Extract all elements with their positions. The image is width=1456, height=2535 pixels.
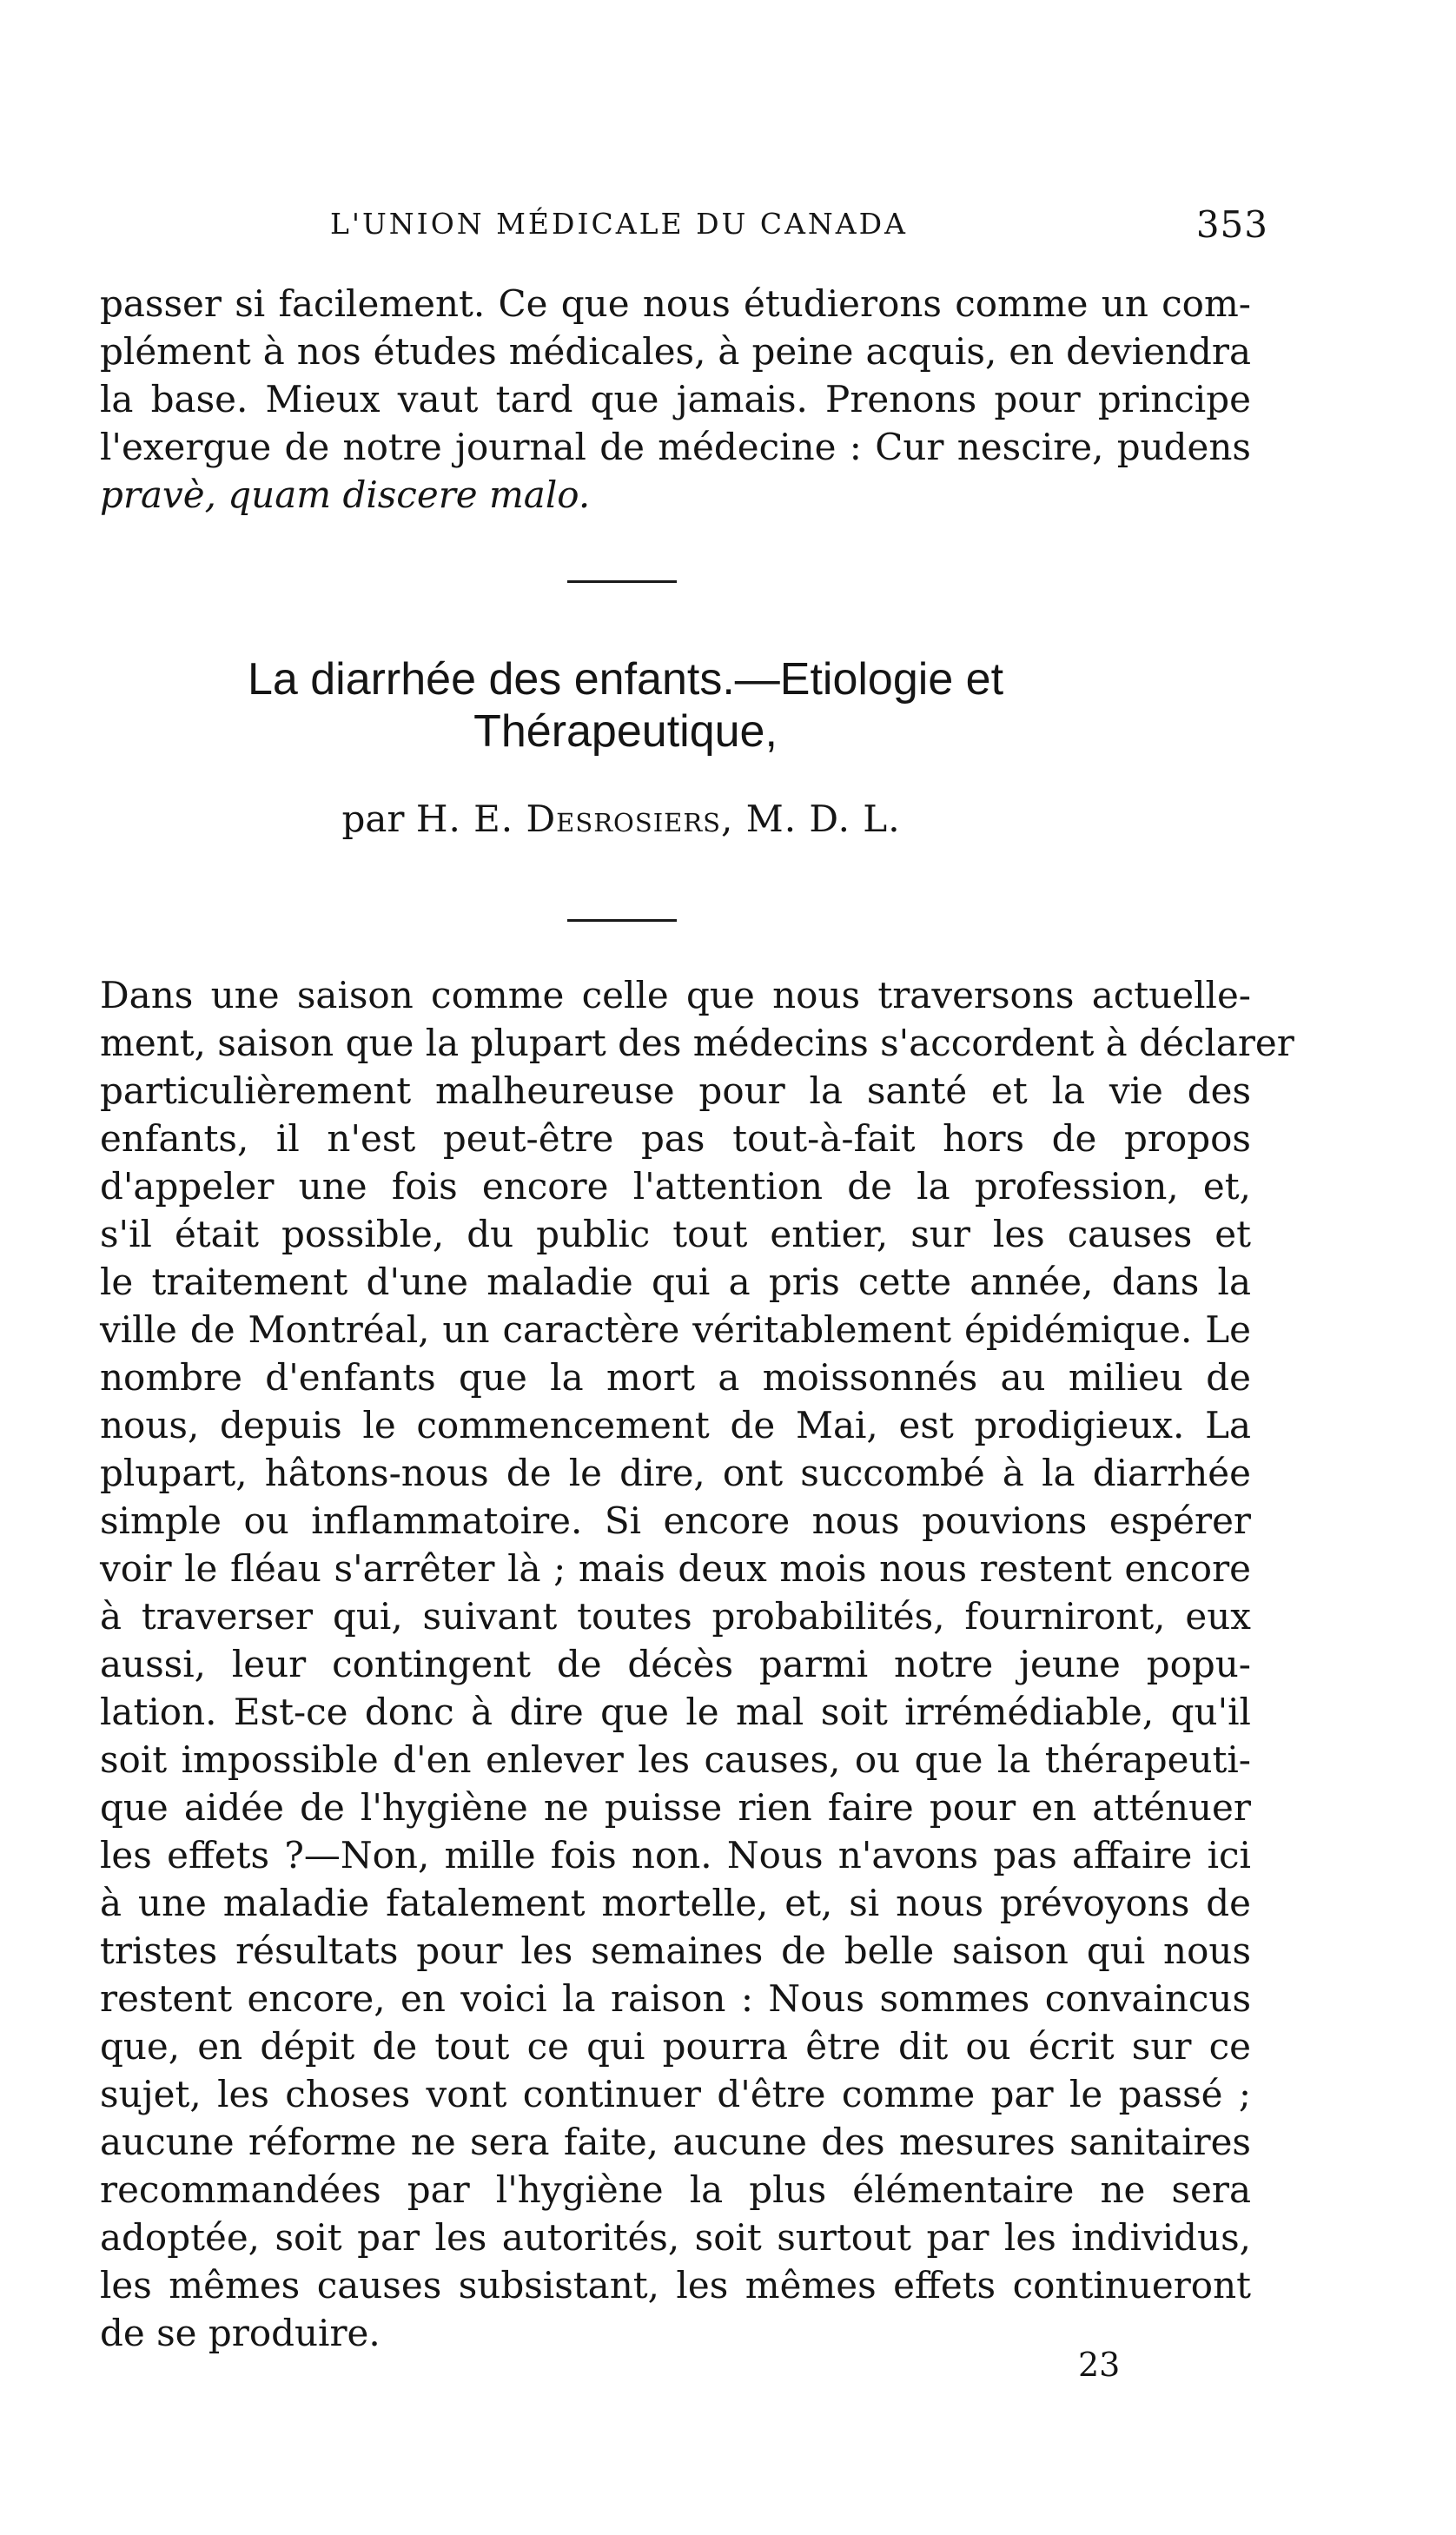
body-line: particulièrement malheureuse pour la santé et la vie des [100,1069,1251,1112]
intro-line: l'exergue de notre journal de médecine : Cur nescire, pudens [100,426,1251,468]
journal-running-title: L'UNION MÉDICALE DU CANADA [330,207,908,241]
body-line: le traitement d'une maladie qui a pris cette année, dans la [100,1261,1251,1303]
signature-mark: 23 [1078,2346,1121,2384]
body-line: voir le fléau s'arrêter là ; mais deux mois nous restent encore [100,1547,1251,1590]
article-body [100,971,1294,2357]
body-line: de se produire. [100,2312,381,2354]
article-title-line: La diarrhée des enfants.—Etiologie et [247,654,1004,705]
body-line: à traverser qui, suivant toutes probabilités, fourniront, eux [100,1595,1251,1638]
body-line: restent encore, en voici la raison : Nous sommes convaincus [100,1977,1251,2020]
section-divider [567,580,677,583]
body-line: aussi, leur contingent de décès parmi notre jeune popu- [100,1643,1251,1685]
article-byline [261,798,982,840]
body-line: tristes résultats pour les semaines de belle saison qui nous [100,1929,1251,1972]
body-line: lation. Est-ce donc à dire que le mal soit irrémédiable, qu'il [100,1691,1251,1733]
body-line: adoptée, soit par les autorités, soit surtout par les individus, [100,2216,1251,2259]
intro-line: la base. Mieux vaut tard que jamais. Prenons pour principe [100,378,1251,420]
body-line: plupart, hâtons-nous de le dire, ont succombé à la diarrhée [100,1452,1251,1494]
body-line: s'il était possible, du public tout entier, sur les causes et [100,1213,1251,1255]
body-line: recommandées par l'hygiène la plus élémentaire ne sera [100,2168,1251,2211]
intro-paragraph [100,280,1251,519]
running-header [330,203,1268,250]
body-line: les mêmes causes subsistant, les mêmes effets continueront [100,2264,1251,2307]
body-line: aucune réforme ne sera faite, aucune des mesures sanitaires [100,2121,1251,2163]
intro-line: pravè, quam discere malo. [100,473,591,516]
page-number: 353 [1195,203,1268,246]
byline-divider [567,919,677,922]
byline-prefix: par [341,798,405,840]
body-line: ment, saison que la plupart des médecins s'accordent à déclarer [100,1022,1294,1064]
body-line: que aidée de l'hygiène ne puisse rien faire pour en atténuer [100,1786,1251,1829]
body-line: Dans une saison comme celle que nous traversons actuelle- [100,974,1251,1016]
body-line: nombre d'enfants que la mort a moissonnés au milieu de [100,1356,1251,1399]
body-line: simple ou inflammatoire. Si encore nous pouvions espérer [100,1499,1251,1542]
body-line: sujet, les choses vont continuer d'être comme par le passé ; [100,2073,1251,2115]
intro-line: passer si facilement. Ce que nous étudierons comme un com- [100,282,1251,325]
body-line: à une maladie fatalement mortelle, et, si nous prévoyons de [100,1882,1251,1924]
body-line: enfants, il n'est peut-être pas tout-à-fait hors de propos [100,1117,1251,1160]
intro-line: plément à nos études médicales, à peine acquis, en deviendra [100,330,1251,373]
article-title-line: Thérapeutique, [473,706,778,757]
body-line: soit impossible d'en enlever les causes, ou que la thérapeuti- [100,1738,1251,1781]
author-name: H. E. Desrosiers, M. D. L. [415,798,901,840]
body-line: que, en dépit de tout ce qui pourra être dit ou écrit sur ce [100,2025,1251,2068]
body-line: d'appeler une fois encore l'attention de la profession, et, [100,1165,1251,1208]
body-line: ville de Montréal, un caractère véritablement épidémique. Le [100,1308,1251,1351]
body-line: les effets ?—Non, mille fois non. Nous n'avons pas affaire ici [100,1834,1251,1876]
body-line: nous, depuis le commencement de Mai, est prodigieux. La [100,1404,1251,1446]
article-title [139,653,1112,758]
